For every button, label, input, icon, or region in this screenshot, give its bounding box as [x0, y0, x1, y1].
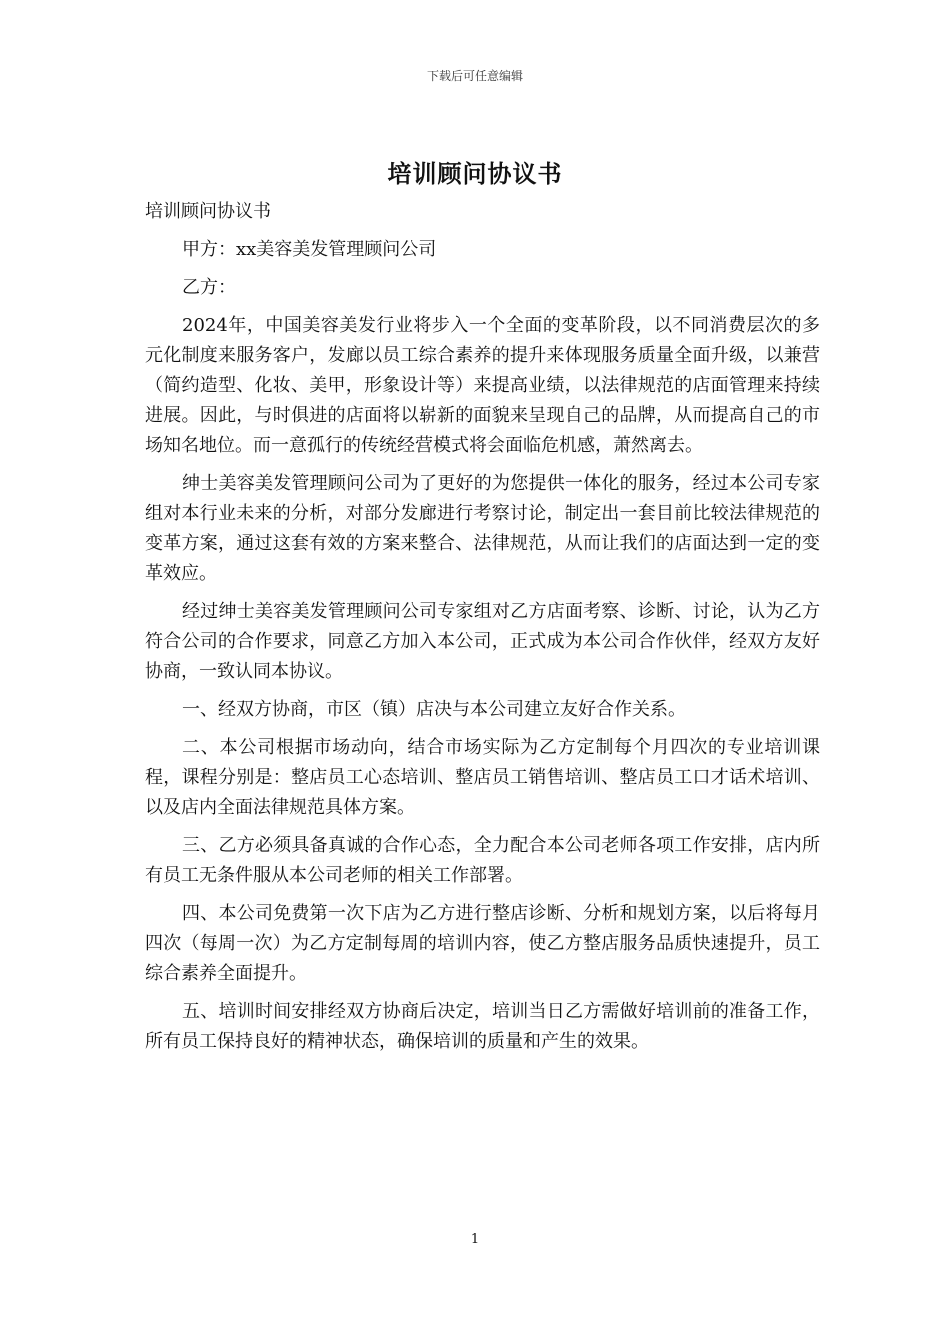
clause-4: 四、本公司免费第一次下店为乙方进行整店诊断、分析和规划方案，以后将每月四次（每周一次）为乙方定制每周的培训内容，使乙方整店服务品质快速提升，员工综合素养全面提升。: [145, 903, 820, 984]
paragraph-agreement: 经过绅士美容美发管理顾问公司专家组对乙方店面考察、诊断、讨论，认为乙方符合公司的合作要求，同意乙方加入本公司，正式成为本公司合作伙伴，经双方友好协商，一致认同本协议。: [145, 601, 820, 682]
paragraph-intro: 2024年，中国美容美发行业将步入一个全面的变革阶段，以不同消费层次的多元化制度来服务客户，发廊以员工综合素养的提升来体现服务质量全面升级，以兼营（简约造型、化妆、美甲，形象设计等）来提高业绩，以法律规范的店面管理来持续进展。因此，与时俱进的店面将以崭新的面貌来呈现自己的品牌，从而提高自己的市场知名地位。而一意孤行的传统经营模式将会面临危机感，萧然离去。: [145, 315, 820, 456]
clause-1: 一、经双方协商，市区（镇）店决与本公司建立友好合作关系。: [182, 699, 686, 720]
paragraph-company: 绅士美容美发管理顾问公司为了更好的为您提供一体化的服务，经过本公司专家组对本行业未来的分析，对部分发廊进行考察讨论，制定出一套目前比较法律规范的变革方案，通过这套有效的方案来整合、法律规范，从而让我们的店面达到一定的变革效应。: [145, 473, 820, 584]
header-note: 下载后可任意编辑: [426, 69, 523, 83]
document-title: 培训顾问协议书: [387, 159, 563, 188]
clause-5: 五、培训时间安排经双方协商后决定，培训当日乙方需做好培训前的准备工作，所有员工保持良好的精神状态，确保培训的质量和产生的效果。: [145, 1001, 820, 1052]
clause-2: 二、本公司根据市场动向，结合市场实际为乙方定制每个月四次的专业培训课程，课程分别是：整店员工心态培训、整店员工销售培训、整店员工口才话术培训、以及店内全面法律规范具体方案。: [145, 737, 820, 818]
paragraph-party-b: 乙方：: [182, 277, 236, 298]
document-body: [145, 197, 820, 1065]
page-number: 1: [470, 1232, 480, 1247]
paragraph-party-a: 甲方：xx美容美发管理顾问公司: [182, 239, 437, 260]
clause-3: 三、乙方必须具备真诚的合作心态，全力配合本公司老师各项工作安排，店内所有员工无条件服从本公司老师的相关工作部署。: [145, 835, 820, 886]
paragraph-heading: 培训顾问协议书: [145, 201, 271, 222]
